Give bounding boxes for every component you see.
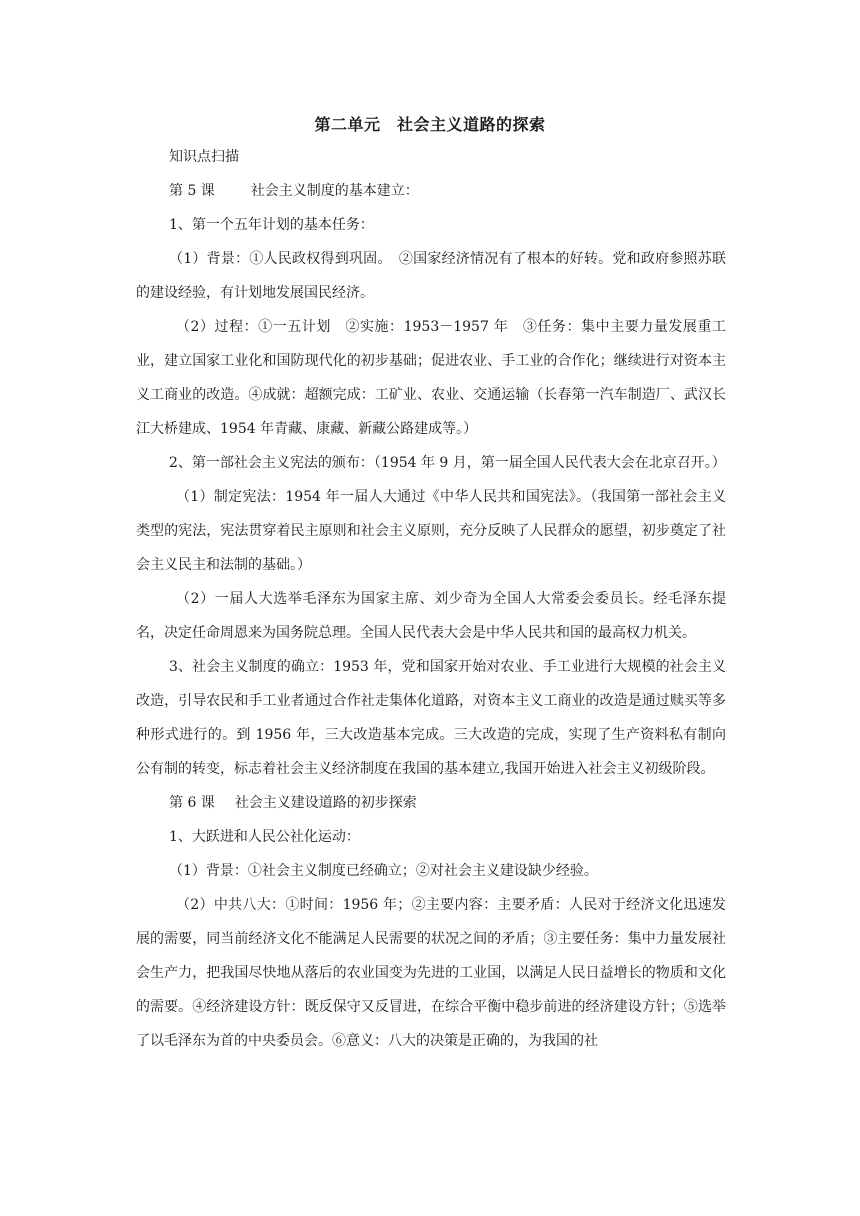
lesson6-point1-background: （1）背景：①社会主义制度已经确立；②对社会主义建设缺少经验。 [169,863,598,879]
section-heading: 知识点扫描 [169,149,239,165]
lesson5-heading [136,174,726,208]
lesson5-point1-process: （2）过程：①一五计划 ②实施：1953－1957 年 ③任务：集中主要力量发展重工业，建立国家工业化和国防现代化的初步基础；促进农业、手工业的合作化；继续进行对资本主义工商业的改造。④成就：超额完成：工矿业、农业、交通运输（长春第一汽车制造厂、武汉长江大桥建成、1954 年青藏、康藏、新藏公路建成等。） [136,319,726,437]
lesson5-label: 第 5 课 [169,183,215,199]
lesson5-point2-constitution: （1）制定宪法：1954 年一届人大通过《中华人民共和国宪法》。（我国第一部社会主义类型的宪法，宪法贯穿着民主原则和社会主义原则，充分反映了人民群众的愿望，初步奠定了社会主义民主和法制的基础。） [136,489,726,573]
lesson5-point2: 2、第一部社会主义宪法的颁布：（1954 年 9 月，第一届全国人民代表大会在北京召开。） [169,455,726,471]
lesson5-point2-election: （2）一届人大选举毛泽东为国家主席、刘少奇为全国人大常委会委员长。经毛泽东提名，决定任命周恩来为国务院总理。全国人民代表大会是中华人民共和国的最高权力机关。 [136,591,726,641]
lesson5-title: 社会主义制度的基本建立： [250,183,419,199]
lesson6-heading [136,786,726,820]
lesson6-title: 社会主义建设道路的初步探索 [234,795,417,811]
lesson6-label: 第 6 课 [169,795,215,811]
unit-title: 第二单元 社会主义道路的探索 [314,115,546,134]
document-body [136,140,726,1058]
lesson6-point1: 1、大跃进和人民公社化运动： [169,829,360,845]
lesson6-point1-eighth-congress: （2）中共八大：①时间：1956 年；②主要内容：主要矛盾：人民对于经济文化迅速发展的需要，同当前经济文化不能满足人民需要的状况之间的矛盾；③主要任务：集中力量发展社会生产力，把我国尽快地从落后的农业国变为先进的工业国，以满足人民日益增长的物质和文化的需要。④经济建设方针：既反保守又反冒进，在综合平衡中稳步前进的经济建设方针；⑤选举了以毛泽东为首的中央委员会。⑥意义：八大的决策是正确的，为我国的社 [136,897,726,1049]
lesson5-point3: 3、社会主义制度的确立：1953 年，党和国家开始对农业、手工业进行大规模的社会主义改造，引导农民和手工业者通过合作社走集体化道路，对资本主义工商业的改造是通过赎买等多种形式进行的。到 1956 年，三大改造基本完成。三大改造的完成，实现了生产资料私有制向公有制的转变，标志着社会主义经济制度在我国的基本建立,我国开始进入社会主义初级阶段。 [136,659,726,777]
lesson5-point1-background: （1）背景：①人民政权得到巩固。 ②国家经济情况有了根本的好转。党和政府参照苏联的建设经验，有计划地发展国民经济。 [136,251,726,301]
lesson5-point1: 1、第一个五年计划的基本任务： [169,217,374,233]
